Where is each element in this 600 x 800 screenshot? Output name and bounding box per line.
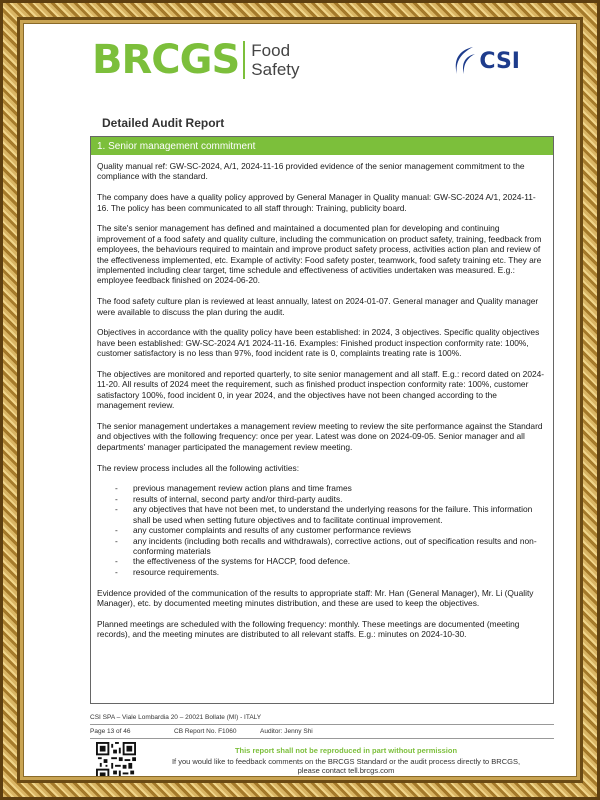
paragraph: Evidence provided of the communication of the results to appropriate staff: Mr. Han (General Manager), Mr. Li (Quality Manager), etc. by documented meeting minutes distribution, and these are used to keep the objectives.: [97, 587, 534, 608]
paragraph: The review process includes all the following activities:: [97, 462, 300, 473]
list-item: - the effectiveness of the systems for HACCP, food defence.: [97, 556, 547, 566]
qr-code-icon: [96, 742, 136, 777]
contact-line1: If you would like to feedback comments on the BRCGS Standard or the audit process directly to BRCGS,: [171, 757, 521, 766]
csi-swoosh-icon: [451, 44, 477, 78]
paragraph: The food safety culture plan is reviewed at least annually, latest on 2024-01-07. General manager and Quality manager were available to discuss the plan during the audit.: [97, 296, 539, 317]
list-item: - resource requirements.: [97, 567, 547, 577]
csi-logo-text: CSI: [479, 48, 520, 74]
brcgs-logo-subtitle: [251, 41, 299, 79]
footer-address: CSI SPA – Viale Lombardia 20 – 20021 Bollate (MI) - ITALY: [90, 714, 554, 725]
paragraph: Objectives in accordance with the quality policy have been established: in 2024, 3 objectives. Specific quality objectives have been established: GW-SC-2024 A/1 2024-11-16. Examples: Finished product inspection conformity rate: 100%, customer satisfactory is no less than 97%, food incident rate is 0, complaints treating rate is 100%.: [97, 327, 540, 359]
list-item: - previous management review action plans and time frames: [97, 483, 547, 493]
list-item: - any objectives that have not been met, to understand the underlying reasons for the failure. This information shall be used when setting future objectives and to facilitate continual improvement.: [97, 504, 547, 525]
review-activities-list: [97, 483, 547, 577]
csi-logo: [451, 44, 520, 78]
paragraph: Quality manual ref: GW-SC-2024, A/1, 2024-11-16 provided evidence of the senior management commitment to the compliance with the standard.: [97, 161, 525, 182]
list-item: - any incidents (including both recalls and withdrawals), corrective actions, out of specification results and non-conforming materials: [97, 536, 547, 557]
cb-report-number: CB Report No. F1060: [174, 728, 237, 735]
logo-sub-line1: Food: [251, 41, 291, 60]
list-item: - any customer complaints and results of any customer performance reviews: [97, 525, 547, 535]
paragraph: Planned meetings are scheduled with the following frequency: monthly. These meetings are documented (meeting records), and the meeting minutes are distributed to all relevant staffs. E.g.: minutes on 2024-10-30.: [97, 618, 520, 640]
report-content-box: [90, 136, 554, 704]
footer-notice: [146, 746, 546, 775]
paragraph: The site's senior management has defined and maintained a documented plan for developing and continuing improvement of a food safety and quality culture, including the communication on product safety, training, feedback from employees, the behaviours required to maintain and improve product safety process, activities action plan and review of the effectiveness implemented, etc. Example of activity: Food safety poster, teamwork, food safety training etc. They are implemented including clear target, time schedule and effectiveness of activities undertaken was measured. E.g.: employee feedback finished on 2024-06-20.: [97, 223, 542, 286]
contact-line2: please contact tell.brcgs.com: [297, 766, 395, 775]
brcgs-food-safety-logo: [92, 37, 300, 83]
list-item: - results of internal, second party and/or third-party audits.: [97, 494, 547, 504]
logo-divider: [243, 41, 245, 79]
paragraph: The senior management undertakes a management review meeting to review the site performance against the Standard and objectives with the following frequency: once per year. Latest was done on 2024-09-05. Senior manager and all departments' manager participated the management review meeting.: [97, 421, 543, 452]
logo-sub-line2: Safety: [251, 60, 300, 79]
paragraph: The objectives are monitored and reported quarterly, to site senior management and all staff. E.g.: record dated on 2024-11-20. All results of 2024 meet the requirement, such as finished product inspection conformity rate: 100%, customer satisfactory 100%, food incident 0, in year 2024, and the objectives have not been changed according to the management review.: [97, 369, 545, 411]
report-title: Detailed Audit Report: [102, 116, 225, 130]
report-page: [23, 23, 577, 777]
paragraph: The company does have a quality policy approved by General Manager in Quality manual: GW-SC-2024 A/1, 2024-11-16. The policy has been communicated to all staff through: Training, publicity board.: [97, 192, 536, 213]
feedback-contact: [146, 757, 546, 775]
footer-meta: [90, 728, 554, 739]
reproduction-warning: This report shall not be reproduced in part without permission: [234, 746, 458, 755]
brcgs-logo-text: BRCGS: [92, 37, 240, 83]
page-number: Page 13 of 46: [90, 728, 131, 735]
section-body: [91, 155, 553, 640]
auditor-name: Auditor: Jenny Shi: [260, 728, 313, 735]
section-title: 1. Senior management commitment: [91, 137, 553, 155]
frame-inner-border: [17, 17, 583, 783]
